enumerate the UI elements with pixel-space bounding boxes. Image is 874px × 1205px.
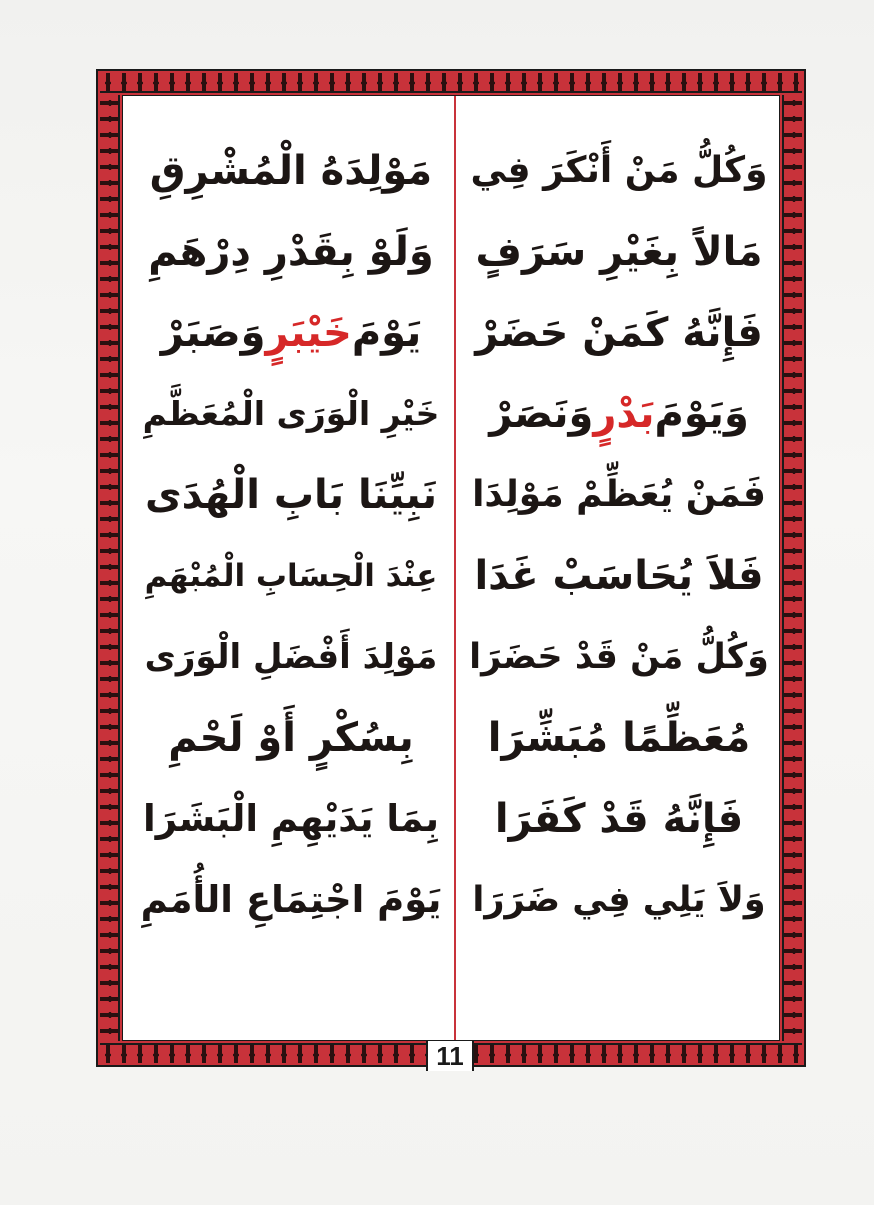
right-verse (469, 616, 769, 697)
verse-text: عِنْدَ الْحِسَابِ الْمُبْهَمِ (144, 557, 438, 594)
left-verse (141, 292, 441, 373)
verse-text: وَيَوْمَ (654, 390, 749, 437)
verse-text: خَيْرِ الْوَرَى الْمُعَظَّمِ (142, 394, 440, 433)
right-verse (469, 697, 769, 778)
verse-text: نَبِيِّنَا بَابِ الْهُدَى (145, 471, 438, 518)
left-verse (141, 454, 441, 535)
left-verse-column (141, 130, 441, 940)
verse-text: فَمَنْ يُعَظِّمْ مَوْلِدَا (472, 474, 766, 515)
left-verse (141, 130, 441, 211)
left-verse (141, 211, 441, 292)
right-verse (469, 211, 769, 292)
left-verse (141, 535, 441, 616)
verse-text: بِسُكْرٍ أَوْ لَحْمِ (168, 714, 414, 761)
verse-text: وَكُلُّ مَنْ أَنْكَرَ فِي (470, 150, 768, 191)
page-number: 11 (436, 1040, 464, 1071)
frame-border-left (100, 95, 120, 1041)
left-verse (141, 859, 441, 940)
page-number-box (426, 1041, 474, 1071)
verse-text: فَلاَ يُحَاسَبْ غَدَا (474, 552, 764, 599)
right-verse-column (469, 130, 769, 940)
left-verse (141, 697, 441, 778)
verse-text: مَالاً بِغَيْرِ سَرَفٍ (475, 228, 763, 275)
verse-text: مَوْلِدَ أَفْضَلِ الْوَرَى (144, 636, 438, 677)
verse-text: وَكُلُّ مَنْ قَدْ حَضَرَا (469, 636, 769, 677)
right-verse (469, 130, 769, 211)
verse-text: مُعَظِّمًا مُبَشِّرَا (487, 714, 751, 761)
verse-text: بِمَا يَدَيْهِمِ الْبَشَرَا (143, 797, 439, 840)
frame-border-top (100, 73, 802, 93)
right-verse (469, 859, 769, 940)
text-area (122, 95, 780, 1041)
verse-text: يَوْمَ (351, 309, 422, 356)
verse-highlight: بَدْرٍ (593, 390, 655, 437)
verse-text: يَوْمَ اجْتِمَاعِ الأُمَمِ (140, 878, 442, 921)
left-verse (141, 373, 441, 454)
right-verse (469, 778, 769, 859)
verse-text: مَوْلِدَهُ الْمُشْرِقِ (149, 147, 433, 194)
right-verse (469, 292, 769, 373)
ornamental-frame (96, 69, 806, 1067)
left-verse (141, 616, 441, 697)
verse-text-after: وَصَبَرْ (160, 309, 266, 356)
right-verse (469, 535, 769, 616)
verse-text: وَلَوْ بِقَدْرِ دِرْهَمِ (148, 228, 434, 275)
verse-text: فَإِنَّهُ قَدْ كَفَرَا (494, 795, 744, 842)
verse-highlight: خَيْبَرٍ (265, 309, 352, 356)
right-verse (469, 454, 769, 535)
right-verse (469, 373, 769, 454)
verse-text-after: وَنَصَرْ (489, 390, 594, 437)
column-divider (454, 96, 456, 1040)
verse-text: وَلاَ يَلِي فِي ضَرَرَا (472, 879, 766, 920)
verse-text: فَإِنَّهُ كَمَنْ حَضَرْ (475, 309, 763, 356)
left-verse (141, 778, 441, 859)
frame-border-right (782, 95, 802, 1041)
